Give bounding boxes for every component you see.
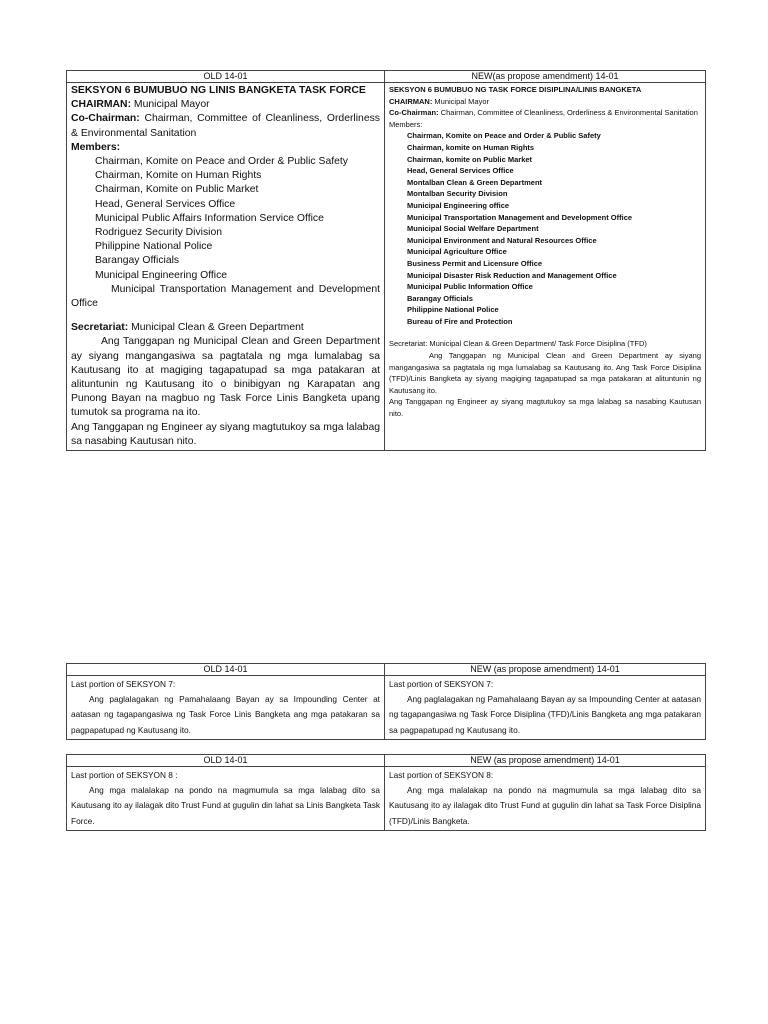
new-member: Montalban Security Division (407, 189, 508, 199)
old-member: Rodriguez Security Division (95, 227, 223, 239)
old-member: Chairman, Komite on Public Market (95, 184, 259, 196)
new-header: NEW (as propose amendment) 14-01 (385, 755, 706, 767)
section-6-comparison-table (66, 70, 706, 451)
new-paragraph-2: Ang Tanggapan ng Engineer ay siyang magtutukoy sa mga lalabag sa nasabing Kautusan nito. (389, 397, 701, 419)
new-section-7-cell (385, 676, 706, 740)
new-section-8-label: Last portion of SEKSYON 8: (389, 770, 494, 780)
new-member: Municipal Social Welfare Department (407, 224, 539, 234)
old-members-label: Members: (71, 141, 121, 153)
old-section-7-cell (67, 676, 385, 740)
old-section-6-cell (67, 83, 385, 451)
new-cochairman-line: Co-Chairman: Chairman, Committee of Cleanliness, Orderliness & Environmental Sanitation (389, 108, 698, 118)
old-member: Head, General Services Office (95, 198, 236, 210)
new-member: Barangay Officials (407, 293, 473, 303)
new-member: Bureau of Fire and Protection (407, 316, 513, 326)
new-chairman-line: CHAIRMAN: Municipal Mayor (389, 96, 490, 106)
old-member: Philippine National Police (95, 241, 213, 253)
new-member: Municipal Agriculture Office (407, 247, 507, 257)
new-member: Business Permit and Licensure Office (407, 258, 543, 268)
new-header: NEW (as propose amendment) 14-01 (385, 664, 706, 676)
old-chairman-line: CHAIRMAN: Municipal Mayor (71, 99, 210, 111)
new-member: Municipal Public Information Office (407, 282, 533, 292)
old-section-7-label: Last portion of SEKSYON 7: (71, 679, 176, 689)
new-header: NEW(as propose amendment) 14-01 (385, 71, 706, 83)
old-paragraph-1: Ang Tanggapan ng Municipal Clean and Green Department ay siyang mangangasiwa sa pagtatala ng mga lumalabag sa Kautusang ito at magiging tagapatupad sa mga patakaran at alituntunin ng Kautusang ito o binibigyan ng Karapatan ang Punong Bayan na magbuo ng Task Force Linis Bangketa upang tumutok sa programa na ito. (71, 336, 380, 419)
new-section-title: SEKSYON 6 BUMUBUO NG TASK FORCE DISIPLINA/LINIS BANGKETA (389, 85, 642, 94)
old-header: OLD 14-01 (67, 664, 385, 676)
new-secretariat-line: Secretariat: Municipal Clean & Green Department/ Task Force Disiplina (TFD) (389, 339, 647, 349)
old-section-8-label: Last portion of SEKSYON 8 : (71, 770, 178, 780)
new-member: Municipal Engineering office (407, 200, 510, 210)
section-8-comparison-table (66, 754, 706, 831)
new-section-7-label: Last portion of SEKSYON 7: (389, 679, 494, 689)
new-section-8-text: Ang mga malalakap na pondo na magmumula sa mga lalabag dito sa Kautusang ito ay ilalagak dito Trust Fund at gugulin din lahat sa Task Force Disiplina (TFD)/Linis Bangketa. (389, 785, 701, 826)
new-paragraph-1: Ang Tanggapan ng Municipal Clean and Green Department ay siyang mangangasiwa sa pagtatala ng mga lumalabag sa Kautusang ito. Ang Task Force Disiplina (TFD)/Linis Bangketa ay siyang magiging tagapatupad sa mga patakaran at alituntunin ng Kautusang ito. (389, 351, 701, 395)
old-member: Municipal Engineering Office (95, 269, 228, 281)
new-member: Municipal Transportation Management and Development Office (407, 212, 633, 222)
new-member: Philippine National Police (407, 305, 499, 315)
new-member: Municipal Disaster Risk Reduction and Management Office (407, 270, 617, 280)
new-section-6-cell (385, 83, 706, 451)
old-member-last: Municipal Transportation Management and Development Office (71, 283, 380, 310)
old-section-7-text: Ang paglalagakan ng Pamahalaang Bayan ay sa Impounding Center at aatasan ng tagapangasiwa ng Task Force Linis Bangketa ang mga patakaran sa pagpapatupad ng Kautusang ito. (71, 694, 380, 735)
new-member: Head, General Services Office (407, 166, 514, 176)
old-section-8-cell (67, 767, 385, 831)
new-members-label: Members: (389, 119, 423, 129)
old-secretariat-line: Secretariat: Municipal Clean & Green Department (71, 322, 304, 334)
old-header: OLD 14-01 (67, 755, 385, 767)
old-section-title: SEKSYON 6 BUMUBUO NG LINIS BANGKETA TASK FORCE (71, 85, 366, 96)
new-member: Montalban Clean & Green Department (407, 177, 543, 187)
new-member: Chairman, Komite on Peace and Order & Public Safety (407, 131, 601, 141)
old-paragraph-2: Ang Tanggapan ng Engineer ay siyang magtutukoy sa mga lalabag sa nasabing Kautusan nito. (71, 421, 380, 447)
section-7-comparison-table (66, 663, 706, 740)
new-member: Chairman, komite on Public Market (407, 154, 533, 164)
old-section-8-text: Ang mga malalakap na pondo na magmumula sa mga lalabag dito sa Kautusang ito ay ilalagak dito Trust Fund at gugulin din lahat sa Linis Bangketa Task Force. (71, 785, 380, 826)
new-member: Chairman, komite on Human Rights (407, 142, 535, 152)
old-member: Chairman, Komite on Human Rights (95, 170, 262, 182)
new-member: Municipal Environment and Natural Resources Office (407, 235, 597, 245)
old-member: Chairman, Komite on Peace and Order & Public Safety (95, 156, 348, 168)
new-section-8-cell (385, 767, 706, 831)
old-member: Municipal Public Affairs Information Service Office (95, 212, 324, 224)
old-member: Barangay Officials (95, 255, 180, 267)
new-section-7-text: Ang paglalagakan ng Pamahalaang Bayan ay sa Impounding Center at aatasan ng tagapangasiwa ng Task Force Disiplina (TFD)/Linis Bangketa ang mga patakaran sa pagpapatupad ng Kautusang ito. (389, 694, 701, 735)
old-cochairman-line: Co-Chairman: Chairman, Committee of Cleanliness, Orderliness & Environmental Sanitation (71, 113, 380, 139)
old-header: OLD 14-01 (67, 71, 385, 83)
